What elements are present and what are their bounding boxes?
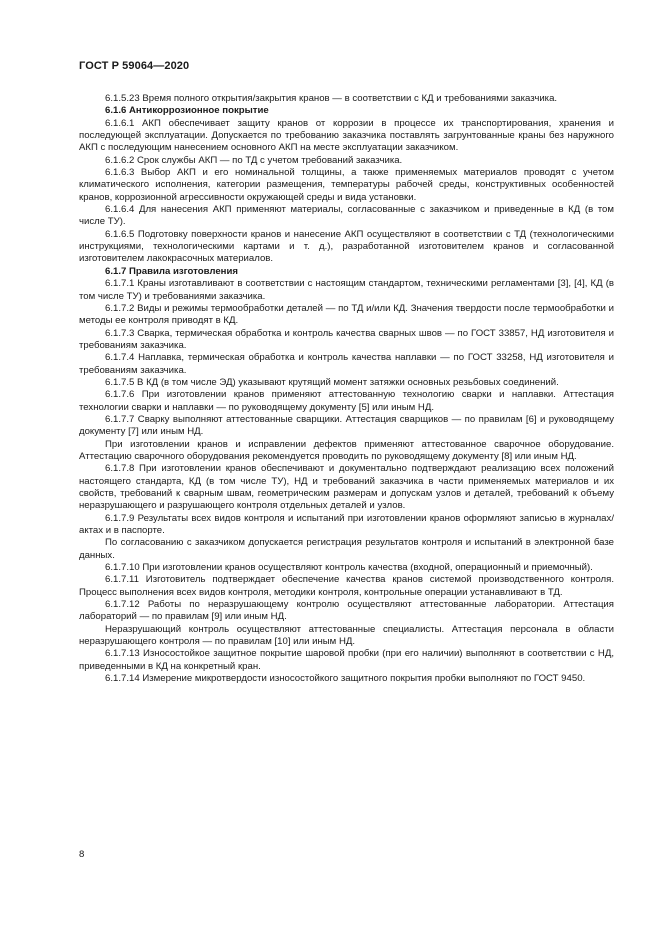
paragraph: 6.1.6.4 Для нанесения АКП применяют материалы, согласованные с заказчиком и приведенные в КД (в том числе ТУ).	[79, 204, 614, 228]
paragraph: 6.1.5.23 Время полного открытия/закрытия кранов — в соответствии с КД и требованиями заказчика.	[105, 93, 558, 104]
section-heading: 6.1.7 Правила изготовления	[105, 265, 238, 277]
paragraph: 6.1.7.4 Наплавка, термическая обработка и контроль качества наплавки — по ГОСТ 33258, НД изготовителя и требованиям заказчика.	[79, 352, 614, 376]
paragraph: 6.1.6.5 Подготовку поверхности кранов и нанесение АКП осуществляют в соответствии с ТД (технологическими инструкциями, технологическими картами и т. д.), разработанной изготовителем кранов и согласованной изготовителем лакокрасочных материалов.	[79, 228, 614, 265]
paragraph: 6.1.7.11 Изготовитель подтверждает обеспечение качества кранов системой производственного контроля. Процесс выполнения всех видов контроля, методики контроля, контрольные операции устанавливают в ТД.	[79, 574, 614, 598]
paragraph: 6.1.7.2 Виды и режимы термообработки деталей — по ТД и/или КД. Значения твердости после термообработки и методы ее контроля приводят в КД.	[79, 302, 614, 327]
paragraph: 6.1.7.10 При изготовлении кранов осуществляют контроль качества (входной, операционный и приемочный).	[105, 562, 593, 574]
paragraph: 6.1.7.3 Сварка, термическая обработка и контроль качества сварных швов — по ГОСТ 33857, НД изготовителя и требованиям заказчика.	[79, 327, 614, 351]
paragraph: 6.1.6.2 Срок службы АКП — по ТД с учетом требований заказчика.	[105, 154, 403, 166]
paragraph: По согласованию с заказчиком допускается регистрация результатов контроля и испытаний в электронной базе данных.	[79, 537, 614, 561]
paragraph: Неразрушающий контроль осуществляют аттестованные специалисты. Аттестация персонала в области неразрушающего контроля — по правилам [10] или иным НД.	[79, 623, 614, 648]
paragraph: 6.1.7.8 При изготовлении кранов обеспечивают и документально подтверждают реализацию всех положений настоящего стандарта, КД (в том числе ТУ), НД и требований заказчика в части применяемых материалов и их свойств, требований к сварным швам, геометрическим размерам и допускам узлов и деталей, требований к объему неразрушающего и разрушающего контроля отдельных деталей и узлов.	[79, 463, 614, 512]
paragraph: 6.1.7.7 Сварку выполняют аттестованные сварщики. Аттестация сварщиков — по правилам [6] и руководящему документу [7] или иным НД.	[79, 413, 614, 438]
paragraph: При изготовлении кранов и исправлении дефектов применяют аттестованное сварочное оборудование. Аттестацию сварочного оборудования рекомендуется проводить по руководящему документу [8] или иным НД.	[79, 438, 614, 462]
paragraph: 6.1.7.5 В КД (в том числе ЭД) указывают крутящий момент затяжки основных резьбовых соединений.	[105, 376, 559, 388]
paragraph: 6.1.7.6 При изготовлении кранов применяют аттестованную технологию сварки и наплавки. Аттестация технологии сварки и наплавки — по руководящему документу [5] или иным НД.	[79, 389, 614, 413]
document-header: ГОСТ Р 59064—2020	[79, 60, 190, 72]
paragraph: 6.1.6.1 АКП обеспечивает защиту кранов от коррозии в процессе их транспортирования, хранения и последующей эксплуатации. Допускается по требованию заказчика поставлять загрунтованные краны без наружного АКП с последующим нанесением основного АКП на месте эксплуатации заказчиком.	[79, 117, 614, 154]
section-heading: 6.1.6 Антикоррозионное покрытие	[105, 105, 269, 117]
paragraph: 6.1.7.1 Краны изготавливают в соответствии с настоящим стандартом, техническими регламентами [3], [4], КД (в том числе ТУ) и требованиями заказчика.	[79, 278, 614, 302]
document-body	[79, 93, 614, 686]
paragraph: 6.1.7.14 Измерение микротвердости износостойкого защитного покрытия пробки выполняют по ГОСТ 9450.	[105, 673, 586, 685]
paragraph: 6.1.7.12 Работы по неразрушающему контролю осуществляют аттестованные лаборатории. Аттестация лабораторий — по правилам [9] или иным НД.	[79, 599, 614, 623]
paragraph: 6.1.6.3 Выбор АКП и его номинальной толщины, а также применяемых материалов проводят с учетом климатического исполнения, категории размещения, температуры рабочей среды, конструктивных особенностей кранов, коррозионной агрессивности окружающей среды и вида установки.	[79, 167, 614, 203]
paragraph: 6.1.7.13 Износостойкое защитное покрытие шаровой пробки (при его наличии) выполняют в соответствии с НД, приведенными в КД на конкретный кран.	[79, 648, 614, 672]
paragraph: 6.1.7.9 Результаты всех видов контроля и испытаний при изготовлении кранов оформляют записью в журналах/актах и в паспорте.	[79, 512, 614, 537]
page-number: 8	[79, 849, 85, 860]
